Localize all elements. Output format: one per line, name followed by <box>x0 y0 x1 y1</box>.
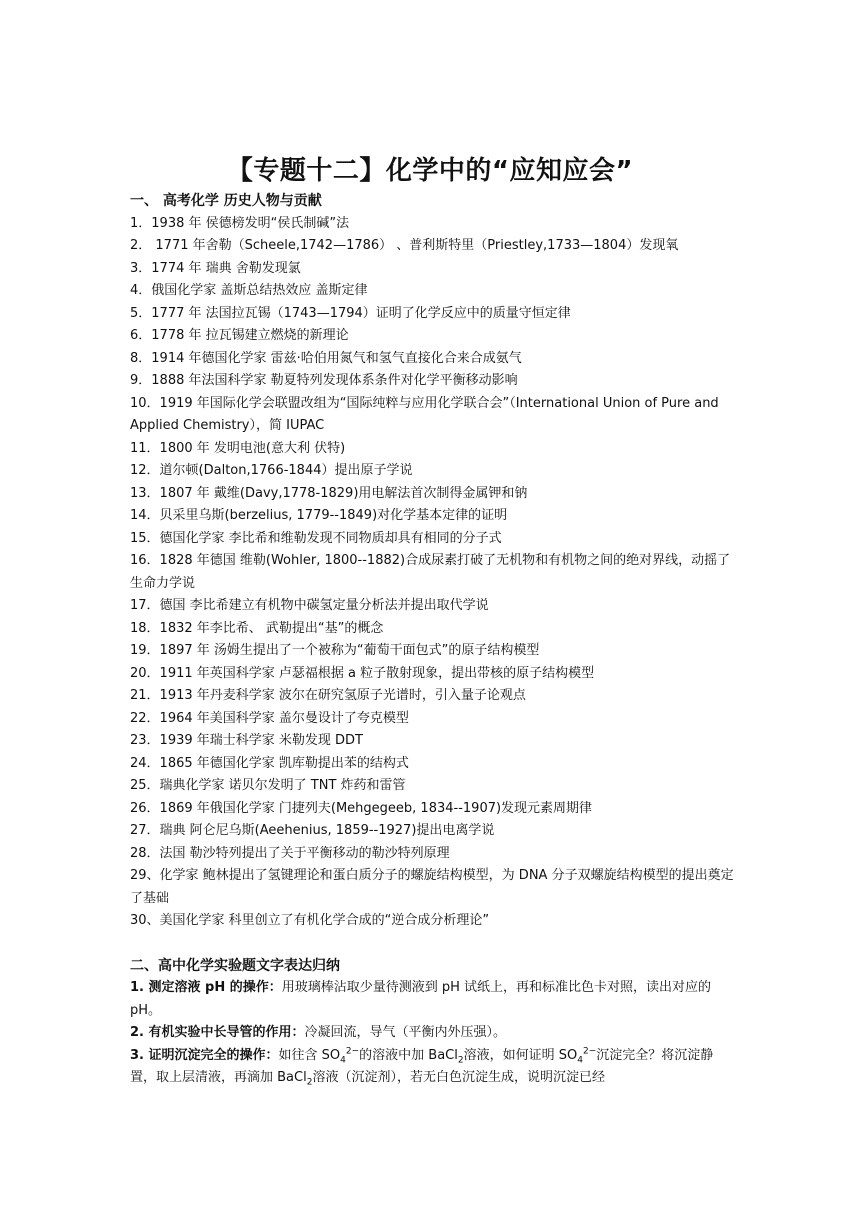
list-item: 8．1914 年德国化学家 雷兹·哈伯用氮气和氢气直接化合来合成氨气 <box>130 350 522 366</box>
list-item: 17．德国 李比希建立有机物中碳氢定量分析法并提出取代学说 <box>130 598 489 613</box>
subscript: 4 <box>340 1055 346 1066</box>
subscript: 4 <box>577 1055 583 1066</box>
page-title: 【专题十二】化学中的“应知应会” <box>226 156 634 186</box>
list-item: 11．1800 年 发明电池(意大利 伏特) <box>130 440 346 456</box>
list-item: 20．1911 年英国科学家 卢瑟福根据 a 粒子散射现象，提出带核的原子结构模型 <box>130 665 595 681</box>
item-text: 溶液（沉淀剂），若无白色沉淀生成，说明沉淀已经 <box>312 1070 605 1085</box>
list-item: 16．1828 年德国 维勒(Wohler, 1800--1882)合成尿素打破了无机物和有机物之间的绝对界线，动摇了生命力学说 <box>130 553 731 591</box>
list-item: 12．道尔顿(Dalton,1766-1844）提出原子学说 <box>130 463 413 478</box>
experiment-item-ph <box>130 977 735 1022</box>
list-item: 18．1832 年李比希、 武勒提出“基”的概念 <box>130 620 384 636</box>
item-text: 用玻璃棒沾取少量待测液到 pH 试纸上，再和标准比色卡对照，读出对应的 pH。 <box>130 980 712 1018</box>
list-item: 29、化学家 鲍林提出了氢键理论和蛋白质分子的螺旋结构模型，为 DNA 分子双螺旋结构模型的提出奠定了基础 <box>130 868 734 906</box>
item-label: 1. 测定溶液 pH 的操作： <box>130 980 282 995</box>
subscript: 2 <box>306 1077 313 1088</box>
list-item: 2． 1771 年舍勒（Scheele,1742—1786） 、普利斯特里（Priestley,1733—1804）发现氧 <box>130 238 679 253</box>
superscript: 2− <box>345 1046 360 1057</box>
section-spacer <box>130 933 735 955</box>
subscript: 2 <box>457 1055 464 1066</box>
list-item: 25．瑞典化学家 诺贝尔发明了 TNT 炸药和雷管 <box>130 778 406 793</box>
list-item: 15．德国化学家 李比希和维勒发现不同物质却具有相同的分子式 <box>130 530 502 546</box>
list-item: 19．1897 年 汤姆生提出了一个被称为“葡萄干面包式”的原子结构模型 <box>130 643 540 658</box>
item-label: 2. 有机实验中长导管的作用： <box>130 1025 305 1040</box>
item-text: 沉淀完全？将沉淀静置，取上层清液，再滴加 BaCl <box>130 1047 714 1085</box>
section2-heading: 二、高中化学实验题文字表达归纳 <box>130 957 340 974</box>
list-item: 27．瑞典 阿仑尼乌斯(Aeehenius, 1859--1927)提出电离学说 <box>130 823 495 838</box>
list-item: 14．贝采里乌斯(berzelius, 1779--1849)对化学基本定律的证明 <box>130 508 508 523</box>
list-item: 26．1869 年俄国化学家 门捷列夫(Mehgegeeb, 1834--1907)发现元素周期律 <box>130 800 593 816</box>
list-item: 6．1778 年 拉瓦锡建立燃烧的新理论 <box>130 328 349 343</box>
item-text: 的溶液中加 BaCl <box>359 1047 458 1063</box>
list-item: 30、美国化学家 科里创立了有机化学合成的“逆合成分析理论” <box>130 913 490 928</box>
superscript: 2− <box>582 1046 597 1057</box>
list-item: 9．1888 年法国科学家 勒夏特列发现体系条件对化学平衡移动影响 <box>130 373 518 388</box>
list-item: 21．1913 年丹麦科学家 波尔在研究氢原子光谱时，引入量子论观点 <box>130 688 526 703</box>
section1-heading: 一、 高考化学 历史人物与贡献 <box>130 193 322 209</box>
item-text: 冷凝回流，导气（平衡内外压强）。 <box>304 1025 507 1040</box>
list-item: 13．1807 年 戴维(Davy,1778-1829)用电解法首次制得金属钾和钠 <box>130 485 528 501</box>
list-item: 22．1964 年美国科学家 盖尔曼设计了夸克模型 <box>130 710 409 726</box>
list-item: 3．1774 年 瑞典 舍勒发现氯 <box>130 260 301 276</box>
item-label: 3. 证明沉淀完全的操作： <box>130 1047 279 1063</box>
list-item: 10．1919 年国际化学会联盟改组为“国际纯粹与应用化学联合会”（International Union of Pure and Applied Chemistry），简 IUPAC <box>130 395 719 433</box>
list-item: 4．俄国化学家 盖斯总结热效应 盖斯定律 <box>130 283 368 298</box>
item-text: 溶液，如何证明 SO <box>463 1047 578 1063</box>
item-text: 如往含 SO <box>278 1047 341 1063</box>
experiment-item-precipitation <box>130 1045 735 1090</box>
list-item: 24．1865 年德国化学家 凯库勒提出苯的结构式 <box>130 755 409 771</box>
list-item: 23．1939 年瑞士科学家 米勒发现 DDT <box>130 733 363 748</box>
document-body <box>130 190 735 1090</box>
list-item: 5．1777 年 法国拉瓦锡（1743—1794）证明了化学反应中的质量守恒定律 <box>130 305 571 321</box>
list-item: 28．法国 勒沙特列提出了关于平衡移动的勒沙特列原理 <box>130 845 450 861</box>
list-item: 1．1938 年 侯德榜发明“侯氏制碱”法 <box>130 215 350 231</box>
experiment-item-long-tube <box>130 1022 735 1045</box>
